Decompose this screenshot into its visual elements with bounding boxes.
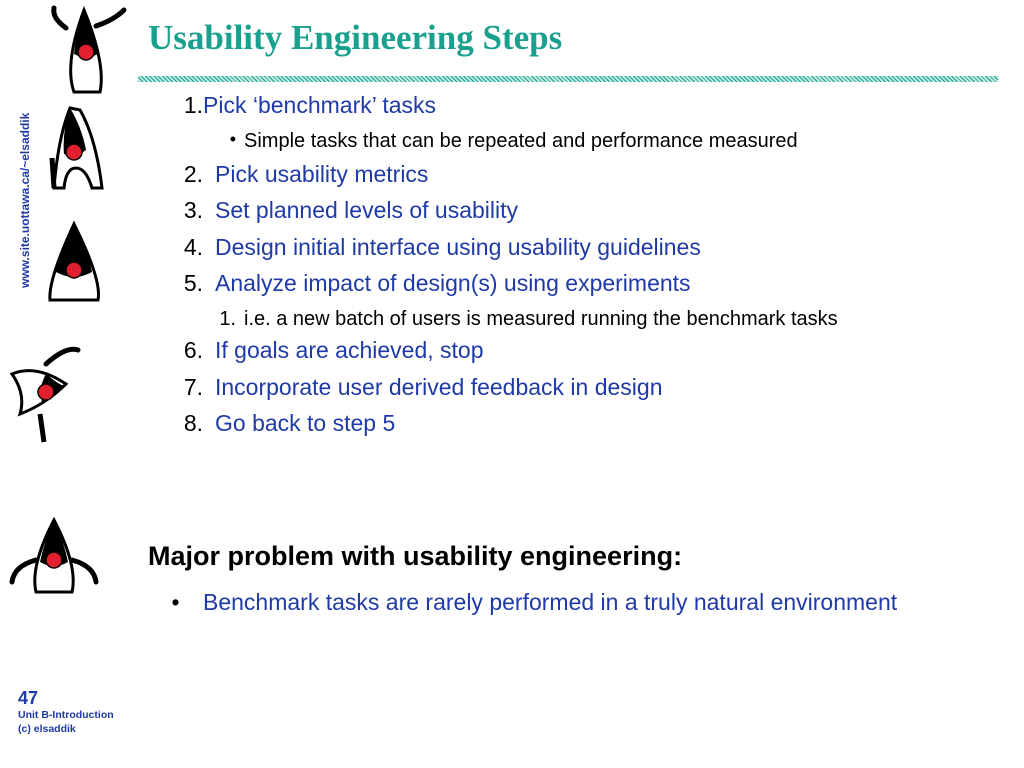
major-problem-heading: Major problem with usability engineering: xyxy=(148,541,683,571)
sub-number: 1. xyxy=(219,307,236,330)
sub-bullet: • xyxy=(229,128,236,149)
major-bullet: • xyxy=(171,589,180,615)
step-number: 7. xyxy=(183,373,203,400)
duke-mascot-standing-icon xyxy=(40,220,110,306)
major-problem-item xyxy=(148,586,928,618)
step-number: 1. xyxy=(183,92,203,118)
slide-footer xyxy=(18,688,114,736)
duke-mascot-arms-icon xyxy=(8,516,100,596)
step-number: 3. xyxy=(183,197,203,224)
sub-text: i.e. a new batch of users is measured running the benchmark tasks xyxy=(244,307,838,330)
step-text: Design initial interface using usability guidelines xyxy=(215,233,701,260)
step-number: 8. xyxy=(183,410,203,437)
duke-mascot-waving-icon xyxy=(44,4,134,96)
step-number: 4. xyxy=(183,233,203,260)
step-item xyxy=(148,270,1008,298)
step-item xyxy=(148,337,1008,365)
slide-title: Usability Engineering Steps xyxy=(148,18,563,57)
step-item xyxy=(148,197,1008,225)
page-number: 47 xyxy=(18,688,39,708)
step-item xyxy=(148,410,1008,438)
side-url-text: www.site.uottawa.ca/~elsaddik xyxy=(18,112,32,288)
step-text: Pick ‘benchmark’ tasks xyxy=(203,92,437,118)
step-item xyxy=(148,234,1008,262)
title-divider xyxy=(138,76,998,82)
major-problem-list xyxy=(148,586,928,618)
step-text: Pick usability metrics xyxy=(215,160,429,187)
step-text: Go back to step 5 xyxy=(215,410,396,437)
step-text: If goals are achieved, stop xyxy=(215,336,484,363)
step-number: 6. xyxy=(183,336,203,363)
step-item xyxy=(148,374,1008,402)
sub-item xyxy=(148,129,1008,153)
steps-list xyxy=(148,92,1008,447)
step-number: 2. xyxy=(183,160,203,187)
step-text: Incorporate user derived feedback in design xyxy=(215,373,663,400)
duke-mascot-walking-icon xyxy=(40,98,120,194)
major-problem-text: Benchmark tasks are rarely performed in a truly natural environment xyxy=(203,589,898,615)
step-text: Set planned levels of usability xyxy=(215,197,519,224)
sub-item xyxy=(148,307,1008,331)
step-item xyxy=(148,161,1008,189)
footer-copyright: (c) elsaddik xyxy=(18,722,76,735)
step-number: 5. xyxy=(183,270,203,297)
footer-unit: Unit B-Introduction xyxy=(18,709,114,721)
step-text: Analyze impact of design(s) using experiments xyxy=(215,270,691,297)
duke-mascot-tilted-icon xyxy=(6,344,86,448)
sub-text: Simple tasks that can be repeated and performance measured xyxy=(244,129,798,152)
step-item xyxy=(148,92,1008,120)
